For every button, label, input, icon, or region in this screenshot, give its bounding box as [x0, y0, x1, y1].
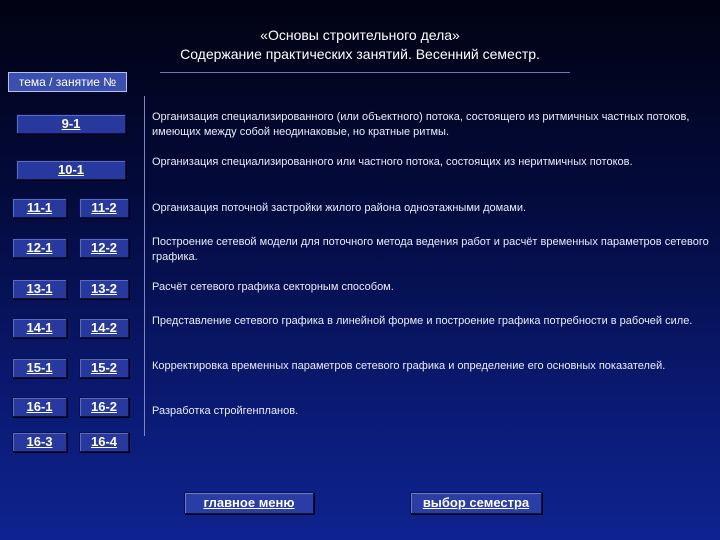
lesson-button-14-2[interactable]: 14-2: [79, 318, 129, 338]
course-title: «Основы строительного дела»: [260, 27, 460, 43]
lesson-button-16-2[interactable]: 16-2: [79, 397, 129, 417]
lesson-button-11-2[interactable]: 11-2: [79, 198, 129, 218]
main-menu-button[interactable]: главное меню: [184, 492, 314, 514]
lesson-description: Организация специализированного (или объектного) потока, состоящего из ритмичных частных потоков, имеющих между собой неодинаковые, но кратные ритмы.: [152, 111, 690, 138]
lesson-button-13-2[interactable]: 13-2: [79, 279, 129, 299]
lesson-button-9-1[interactable]: 9-1: [16, 114, 126, 134]
lesson-button-12-2[interactable]: 12-2: [79, 238, 129, 258]
lesson-button-16-4[interactable]: 16-4: [79, 432, 129, 452]
lesson-button-11-1[interactable]: 11-1: [12, 198, 67, 218]
page-subtitle: Содержание практических занятий. Весенний семестр.: [180, 46, 540, 62]
lesson-description: Организация поточной застройки жилого района одноэтажными домами.: [152, 202, 527, 214]
lesson-button-13-1[interactable]: 13-1: [12, 279, 67, 299]
semester-select-button[interactable]: выбор семестра: [410, 492, 542, 514]
lesson-button-14-1[interactable]: 14-1: [12, 318, 67, 338]
lesson-button-15-1[interactable]: 15-1: [12, 358, 67, 378]
lesson-description: Представление сетевого графика в линейной форме и построение графика потребности в рабочей силе.: [152, 315, 693, 327]
lesson-button-10-1[interactable]: 10-1: [16, 160, 126, 180]
lesson-description: Организация специализированного или частного потока, состоящих из неритмичных потоков.: [152, 156, 633, 168]
lesson-description: Разработка стройгенпланов.: [152, 405, 299, 417]
lesson-button-16-3[interactable]: 16-3: [12, 432, 67, 452]
lesson-description: Построение сетевой модели для поточного метода ведения работ и расчёт временных параметров сетевого графика.: [152, 236, 709, 263]
lesson-button-12-1[interactable]: 12-1: [12, 238, 67, 258]
column-header: тема / занятие №: [8, 72, 127, 92]
lesson-button-15-2[interactable]: 15-2: [79, 358, 129, 378]
lesson-description: Корректировка временных параметров сетевого графика и определение его основных показателей.: [152, 360, 666, 372]
title-divider: [160, 72, 570, 73]
lesson-button-16-1[interactable]: 16-1: [12, 397, 67, 417]
column-divider: [144, 96, 145, 436]
lesson-description: Расчёт сетевого графика секторным способом.: [152, 281, 394, 293]
